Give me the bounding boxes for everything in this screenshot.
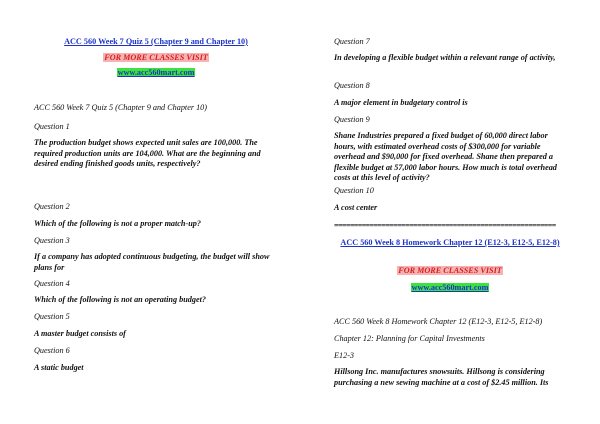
- q7-text: In developing a flexible budget within a relevant range of activity,: [334, 53, 556, 62]
- site-line-right: [334, 283, 566, 294]
- q9-text: Shane Industries prepared a fixed budget of 60,000 direct labor hours, with estimated overhead costs of $300,000 for variable overhead and $90,000 for fixed overhead. Shane then prepared a flexible budget at 57,000 labor hours. How much is total overhead costs at this level of activity?: [334, 131, 557, 183]
- q5-title: Question 5: [34, 312, 70, 321]
- chapter-title: Chapter 12: Planning for Capital Investments: [334, 334, 485, 343]
- q10-text: A cost center: [334, 203, 378, 212]
- q9-title: Question 9: [334, 115, 370, 124]
- separator-line: ========================================================: [334, 221, 556, 230]
- week8-link[interactable]: ACC 560 Week 8 Homework Chapter 12 (E12-3, E12-5, E12-8): [340, 238, 560, 247]
- q3-title: Question 3: [34, 236, 70, 245]
- q7-title: Question 7: [334, 37, 370, 46]
- q10-title: Question 10: [334, 186, 374, 195]
- q6-title: Question 6: [34, 346, 70, 355]
- q8-text: A major element in budgetary control is: [334, 98, 468, 107]
- q8-title: Question 8: [334, 81, 370, 90]
- visit-label-right: FOR MORE CLASSES VISIT: [398, 266, 502, 275]
- q3-text: If a company has adopted continuous budgeting, the budget will show plans for: [34, 252, 270, 272]
- q4-text: Which of the following is not an operating budget?: [34, 295, 206, 304]
- visit-line-left: [34, 53, 278, 64]
- site-line-left: [34, 68, 278, 79]
- visit-label-left: FOR MORE CLASSES VISIT: [104, 53, 208, 62]
- quiz7-link-line: [34, 37, 278, 48]
- q2-title: Question 2: [34, 202, 70, 211]
- e12-3-text: Hillsong Inc. manufactures snowsuits. Hillsong is considering purchasing a new sewing machine at a cost of $2.45 million. Its: [334, 367, 549, 387]
- quiz7-link[interactable]: ACC 560 Week 7 Quiz 5 (Chapter 9 and Chapter 10): [64, 37, 248, 46]
- q6-text: A static budget: [34, 363, 84, 372]
- q4-title: Question 4: [34, 279, 70, 288]
- q1-title: Question 1: [34, 122, 70, 131]
- q2-text: Which of the following is not a proper match-up?: [34, 219, 201, 228]
- visit-line-right: [334, 266, 566, 277]
- site-link-left[interactable]: www.acc560mart.com: [117, 68, 195, 77]
- week8-heading: ACC 560 Week 8 Homework Chapter 12 (E12-3, E12-5, E12-8): [334, 317, 543, 326]
- week8-link-line: [334, 238, 566, 249]
- e12-3-title: E12-3: [334, 351, 355, 360]
- quiz7-heading: ACC 560 Week 7 Quiz 5 (Chapter 9 and Chapter 10): [34, 103, 207, 112]
- q1-text: The production budget shows expected unit sales are 100,000. The required production units are 104,000. What are the beginning and desired ending finished goods units, respectively?: [34, 138, 261, 169]
- site-link-right[interactable]: www.acc560mart.com: [411, 283, 489, 292]
- q5-text: A master budget consists of: [34, 329, 126, 338]
